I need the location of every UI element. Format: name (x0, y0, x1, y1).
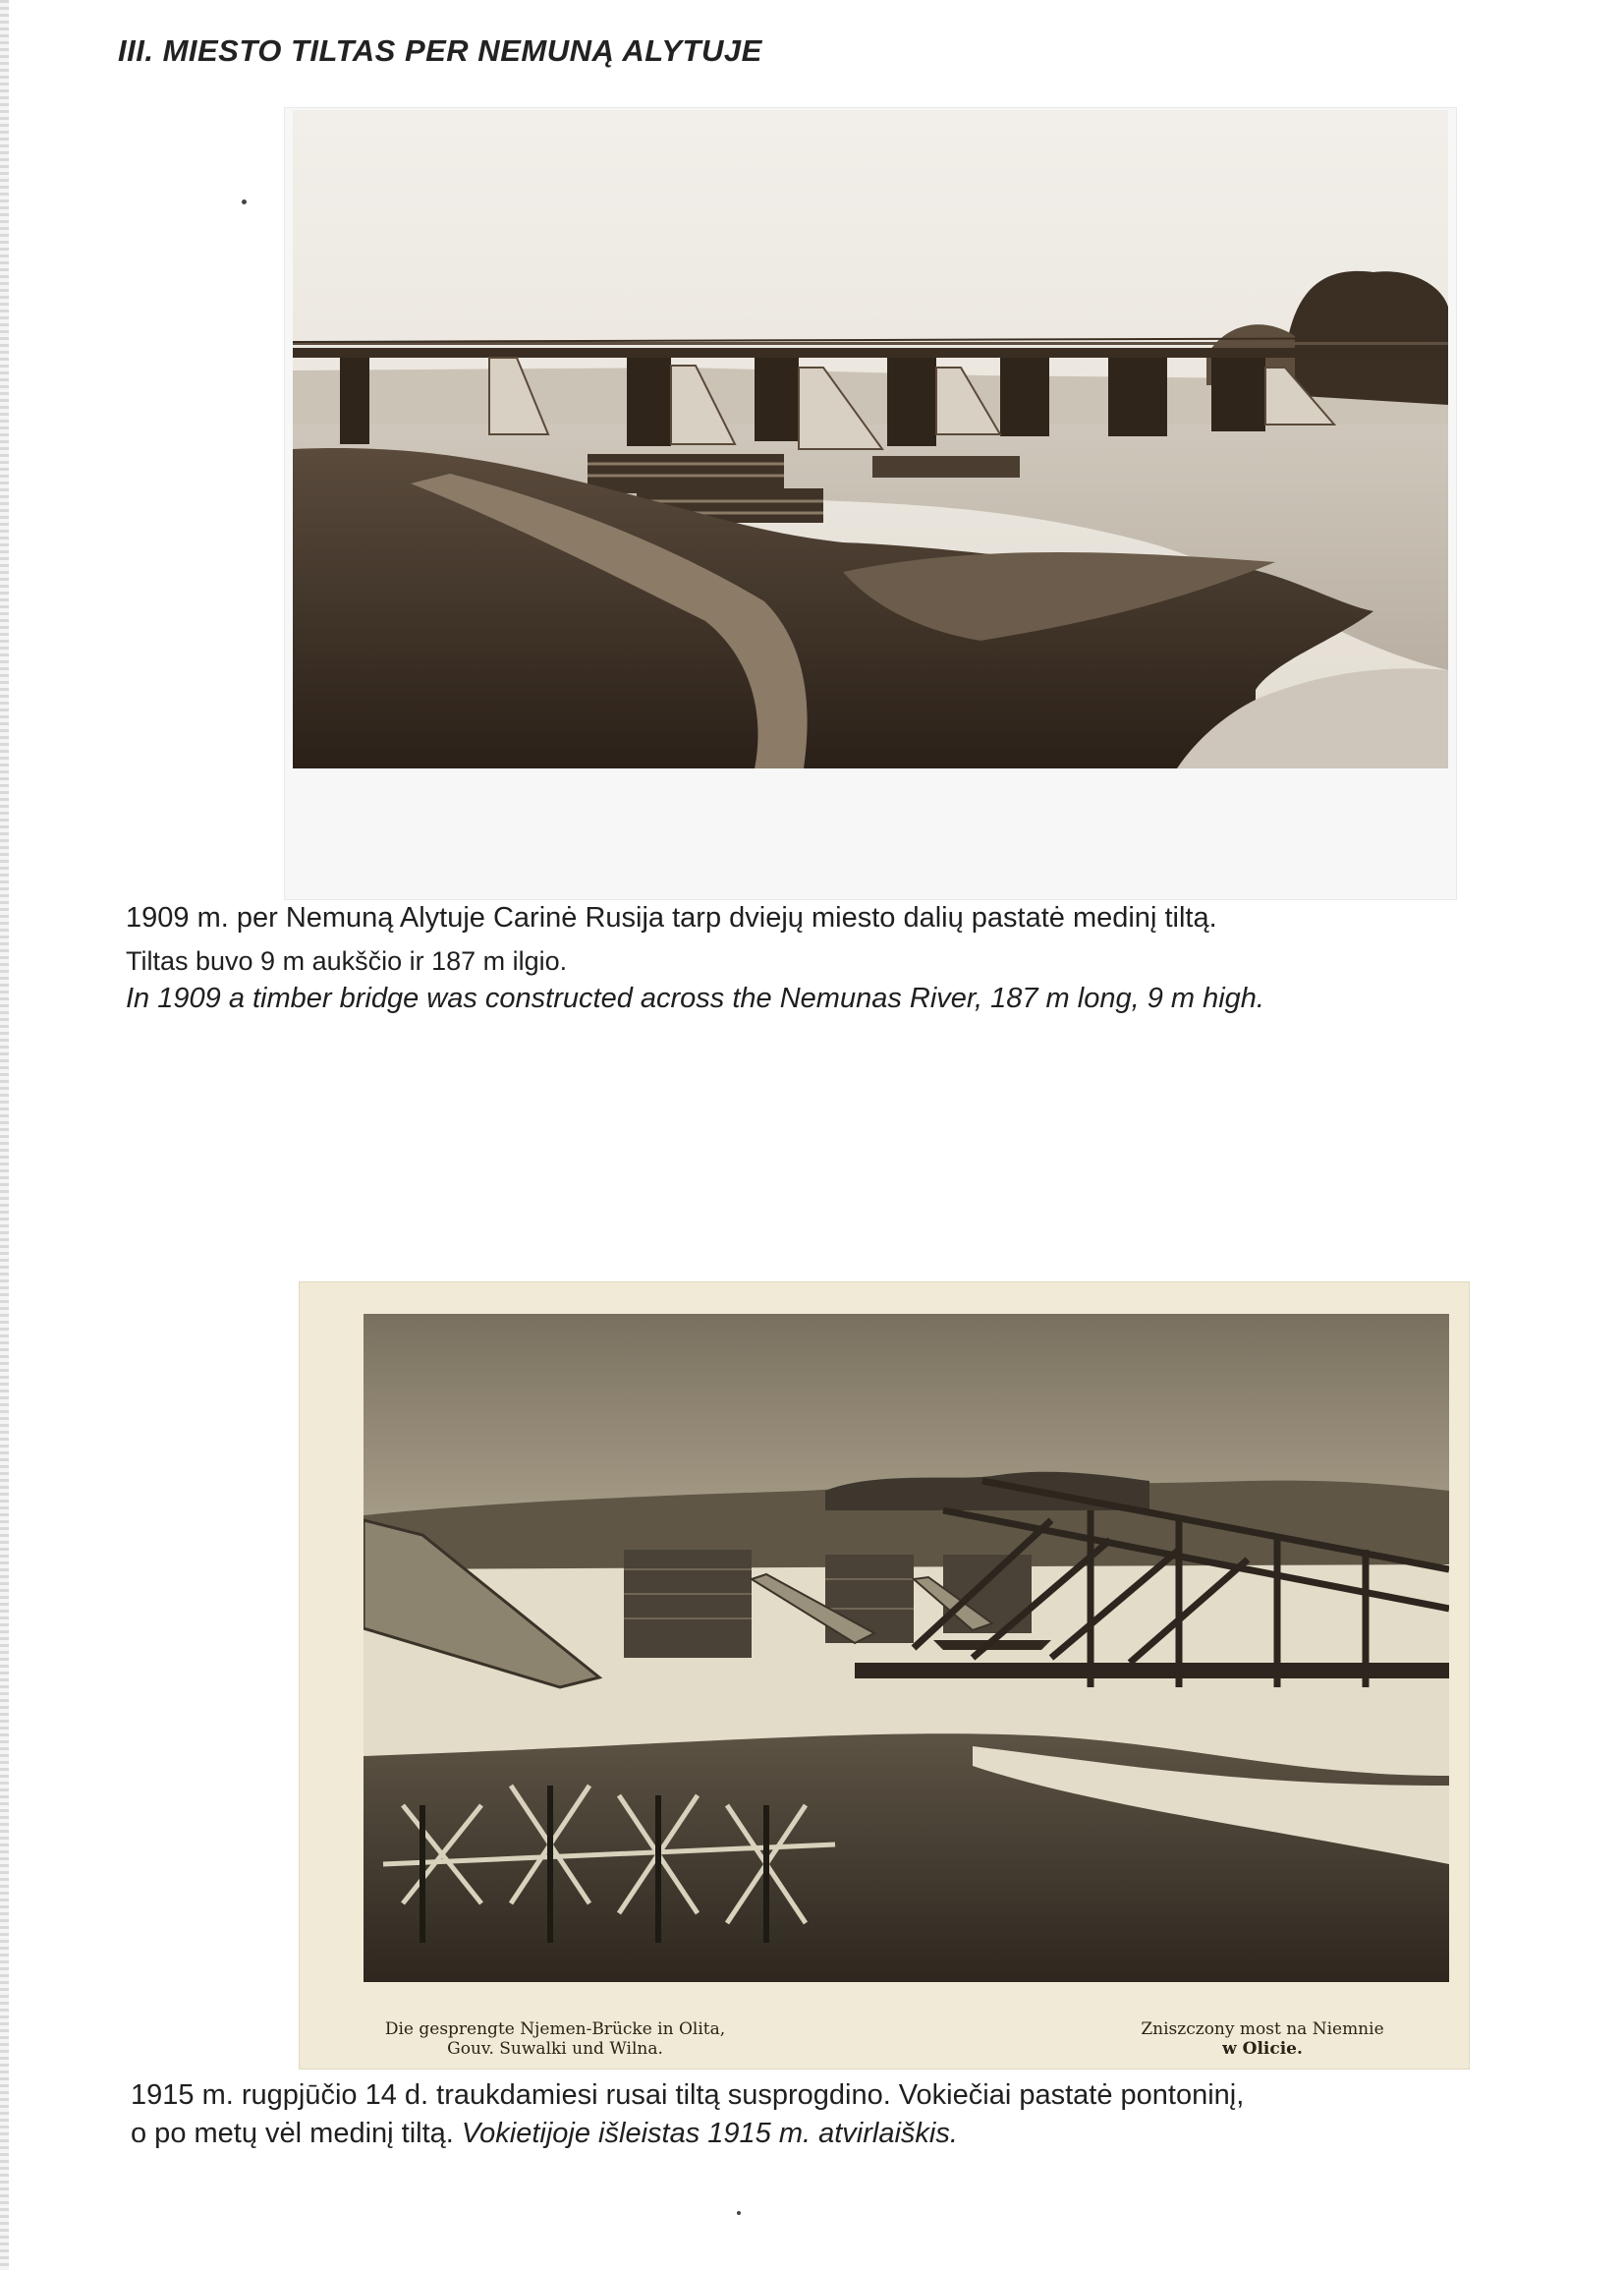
postcard-1915-caption-line2-italic: Vokietijoje išleistas 1915 m. atvirlaiškis. (461, 2118, 958, 2149)
postcard-caption-polish-line2: w Olicie. (1222, 2039, 1303, 2059)
postcard-caption-polish-line1: Zniszczony most na Niemnie (1141, 2019, 1384, 2039)
page-title: III. MIESTO TILTAS PER NEMUNĄ ALYTUJE (118, 33, 762, 68)
stray-dot-mark (242, 199, 247, 204)
photo-1909-caption-en: In 1909 a timber bridge was constructed across the Nemunas River, 187 m long, 9 m high. (126, 983, 1264, 1014)
postcard-1915 (300, 1282, 1469, 2069)
postcard-1915-destroyed-bridge (364, 1314, 1449, 1982)
photo-1909-frame (285, 108, 1456, 899)
postcard-1915-caption-line2 (131, 2116, 958, 2152)
stray-dot-mark-bottom (737, 2211, 741, 2215)
postcard-1915-caption-line1: 1915 m. rugpjūčio 14 d. traukdamiesi rusai tiltą susprogdino. Vokiečiai pastatė pontoninį, (131, 2079, 1245, 2111)
photo-1909-timber-bridge (293, 110, 1448, 768)
page-left-edge (0, 0, 9, 2270)
postcard-caption-german-line1: Die gesprengte Njemen-Brücke in Olita, (384, 2019, 726, 2039)
postcard-caption-german-line2: Gouv. Suwalki und Wilna. (447, 2039, 663, 2059)
postcard-1915-caption-line2-plain: o po metų vėl medinį tiltą. (131, 2118, 454, 2149)
photo-1909-caption-lt-line1: 1909 m. per Nemuną Alytuje Carinė Rusija tarp dviejų miesto dalių pastatė medinį tiltą. (126, 902, 1217, 934)
photo-1909-caption-lt-line2: Tiltas buvo 9 m aukščio ir 187 m ilgio. (126, 946, 568, 976)
